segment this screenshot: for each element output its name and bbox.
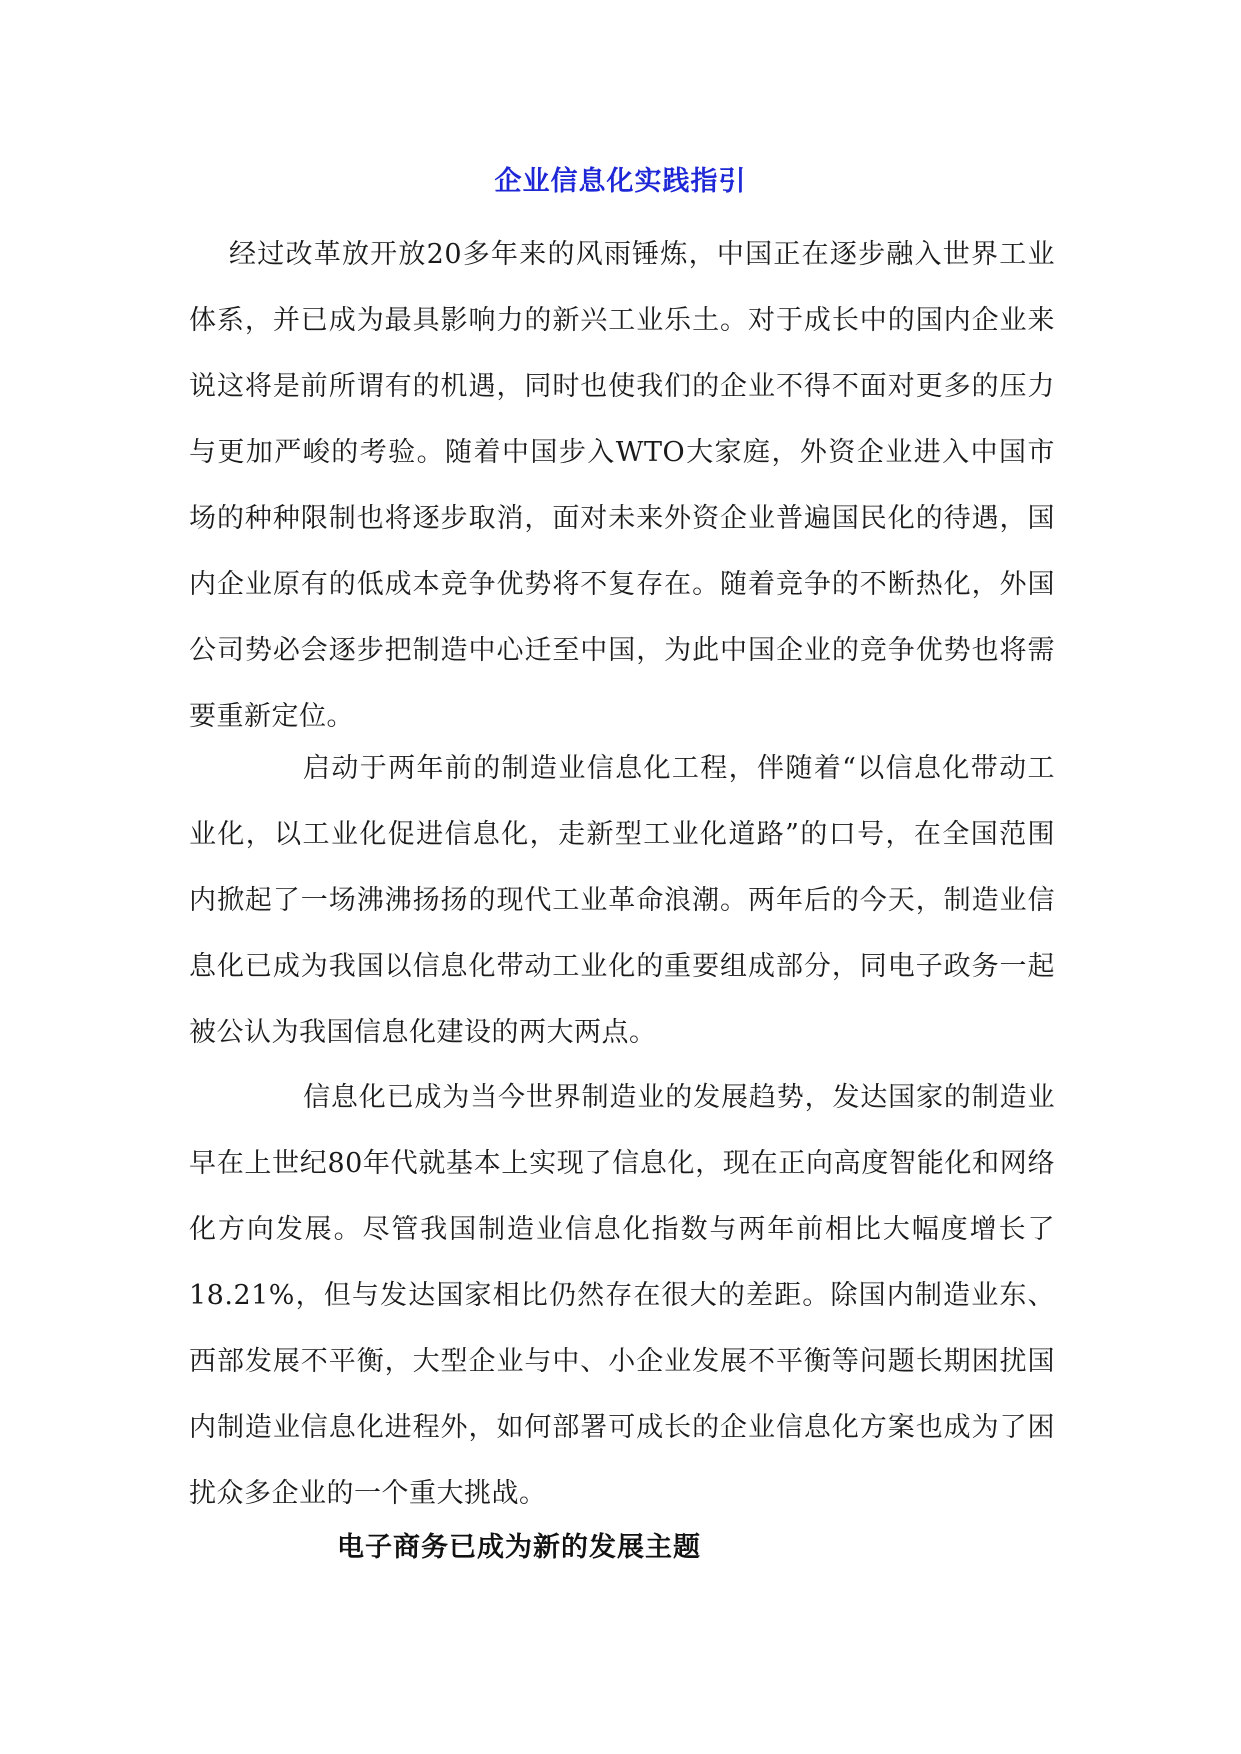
page-title: 企业信息化实践指引: [494, 166, 747, 197]
section-heading: 电子商务已成为新的发展主题: [337, 1532, 701, 1563]
paragraph-intro: 经过改革放开放20多年来的风雨锤炼，中国正在逐步融入世界工业体系，并已成为最具影响力的新兴工业乐土。对于成长中的国内企业来说这将是前所谓有的机遇，同时也使我们的企业不得不面对更多的压力与更加严峻的考验。随着中国步入WTO大家庭，外资企业进入中国市场的种种限制也将逐步取消，面对未来外资企业普遍国民化的待遇，国内企业原有的低成本竞争优势将不复存在。随着竞争的不断热化，外国公司势必会逐步把制造中心迁至中国，为此中国企业的竞争优势也将需要重新定位。: [189, 239, 1055, 732]
paragraph-development-trend: 信息化已成为当今世界制造业的发展趋势，发达国家的制造业早在上世纪80年代就基本上实现了信息化，现在正向高度智能化和网络化方向发展。尽管我国制造业信息化指数与两年前相比大幅度增长了18.21%，但与发达国家相比仍然存在很大的差距。除国内制造业东、西部发展不平衡，大型企业与中、小企业发展不平衡等问题长期困扰国内制造业信息化进程外，如何部署可成长的企业信息化方案也成为了困扰众多企业的一个重大挑战。: [189, 1082, 1055, 1509]
paragraph-manufacturing-informatization: 启动于两年前的制造业信息化工程，伴随着“以信息化带动工业化，以工业化促进信息化，走新型工业化道路”的口号，在全国范围内掀起了一场沸沸扬扬的现代工业革命浪潮。两年后的今天，制造业信息化已成为我国以信息化带动工业化的重要组成部分，同电子政务一起被公认为我国信息化建设的两大两点。: [189, 753, 1055, 1048]
